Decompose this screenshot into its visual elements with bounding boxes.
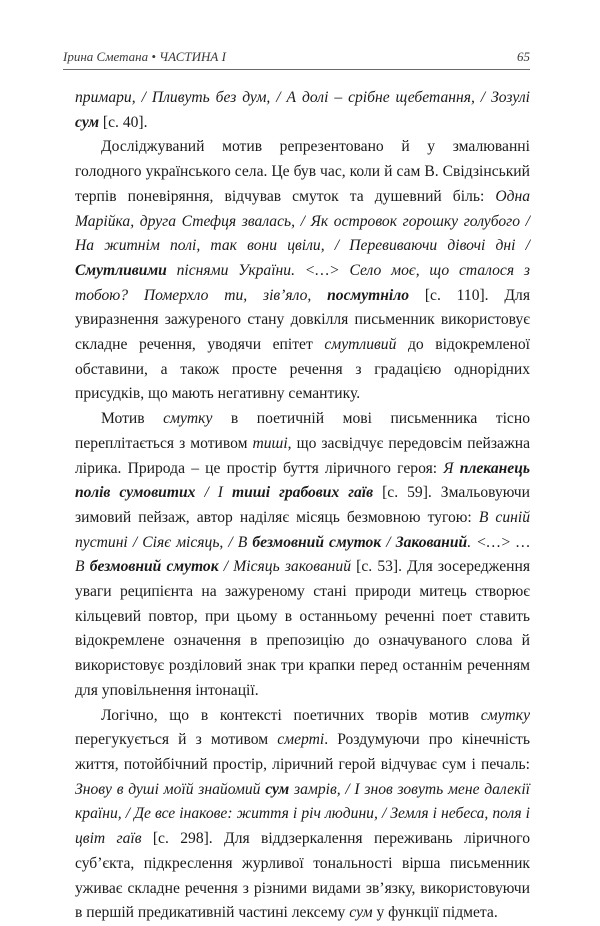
text-run: . Роздумуючи про кінечність життя, потойбічний простір, ліричний герой відчуває сум і печаль: (75, 731, 530, 773)
quote-text: / (381, 533, 396, 551)
quote-text: піснями України. <…> Село моє, що сталося з тобою? Померхло ти, зів’яло, (75, 261, 530, 304)
text-run: [с. 59]. Змальовуючи зимовий пейзаж, автор наділяє місяць безмовною тугою: (75, 484, 530, 526)
header-author: Ірина Сметана (63, 49, 149, 64)
text-run: [с. 110]. Для увиразнення зажуреного стану довкілля письменник використовує складне речення, уводячи епітет (75, 286, 530, 354)
text-run: Мотив (101, 410, 164, 428)
paragraph (75, 704, 530, 926)
quote-text: Одна Марійка, друга Стефця звалась, / Як островок горошку голубого / На житнім полі, так вони цвіли, / Перевиваючи дівочі дні / (75, 187, 530, 255)
quote-text: тиші (252, 434, 288, 452)
quote-emphasis (265, 781, 289, 798)
header-part: ЧАСТИНА І (159, 49, 226, 64)
quote-emphasis (396, 534, 468, 551)
quote-text: смерті (277, 731, 325, 749)
header-separator: • (151, 49, 156, 64)
quote-text: сум (349, 904, 373, 922)
emphasis-word: безмовний смуток (252, 533, 382, 551)
text-run: [с. 40]. (99, 113, 148, 131)
paragraph (75, 407, 530, 703)
quote-text: замрів, / І знов зовуть мене далекії країни, / Де все інакове: життя і річ людини, / Земля і небеса, поля і цвіт гаїв (75, 780, 531, 848)
quote-text: смутливий (324, 336, 397, 354)
emphasis-word: сум (265, 780, 290, 798)
header-left (63, 49, 226, 65)
page-number: 65 (517, 49, 530, 64)
quote-text: Я (443, 459, 460, 477)
emphasis-word: посмутніло (327, 286, 410, 304)
quote-emphasis (252, 534, 381, 551)
text-run: , що засвідчує передовсім пейзажна лірика. Природа – це простір буття ліричного героя: (75, 434, 530, 477)
quote-emphasis (75, 114, 99, 131)
running-header (63, 45, 530, 67)
emphasis-word: Смутливими (75, 261, 167, 279)
quote-text: / І (195, 484, 232, 502)
paragraph (75, 135, 530, 407)
quote-text: / Місяць закований (218, 558, 351, 576)
quote-text: примари, / Пливуть без дум, / А долі – срібне щебетання, / Зозулі (75, 89, 530, 106)
text-run: у функції підмета. (372, 904, 498, 922)
quote-emphasis (232, 484, 373, 501)
quote-text: смутку (163, 410, 213, 428)
quote-emphasis (75, 262, 167, 279)
quote-text: Знову в душі моїй знайомий (75, 780, 266, 798)
text-run: Логічно, що в контексті поетичних творів мотив (101, 706, 481, 724)
text-run: до відокремленої обставини, а також просте речення з градацією однорідних присудків, що мають негативну семантику. (75, 336, 530, 403)
header-rule (63, 69, 530, 70)
quote-text: В синій пустині / Сіяє місяць, / В (75, 508, 530, 551)
quote-text: смутку (480, 706, 530, 724)
text-run: [с. 53]. Для зосередження уваги реципієнта на зажуреному стані природи митець створює кільцевий повтор, при цьому в останньому реченні поет ставить відокремлене означення в препозицію до означуваного слова й використовує розділовий знак три крапки перед останнім реченням для уповільнення інтонації. (75, 558, 530, 699)
emphasis-word: Закований (395, 533, 468, 551)
text-run: перегукується й з мотивом (75, 731, 278, 749)
body-text (75, 86, 530, 926)
emphasis-word: сум (75, 113, 100, 131)
emphasis-word: безмовний смуток (89, 558, 219, 576)
text-run: [с. 298]. Для віддзеркалення переживань ліричного суб’єкта, підкреслення журливої тональності вірша письменник уживає складне речення з різними видами зв’язку, використовуючи в першій предикативній частині лексему (75, 830, 530, 922)
emphasis-word: плеканець полів сумовитих (75, 459, 530, 502)
quote-emphasis (327, 287, 409, 304)
text-run: Досліджуваний мотив репрезентовано й у змалюванні голодного українського села. Це був час, коли й сам В. Свідзінський терпів поневіряння, відчував смуток та душевний біль: (75, 138, 530, 205)
emphasis-word: тиші грабових гаїв (231, 484, 374, 502)
paragraph (75, 86, 530, 135)
quote-text: . <…> … В (75, 533, 530, 576)
text-run: в поетичній мові письменника тісно переплітається з мотивом (75, 410, 530, 452)
quote-emphasis (90, 558, 219, 575)
